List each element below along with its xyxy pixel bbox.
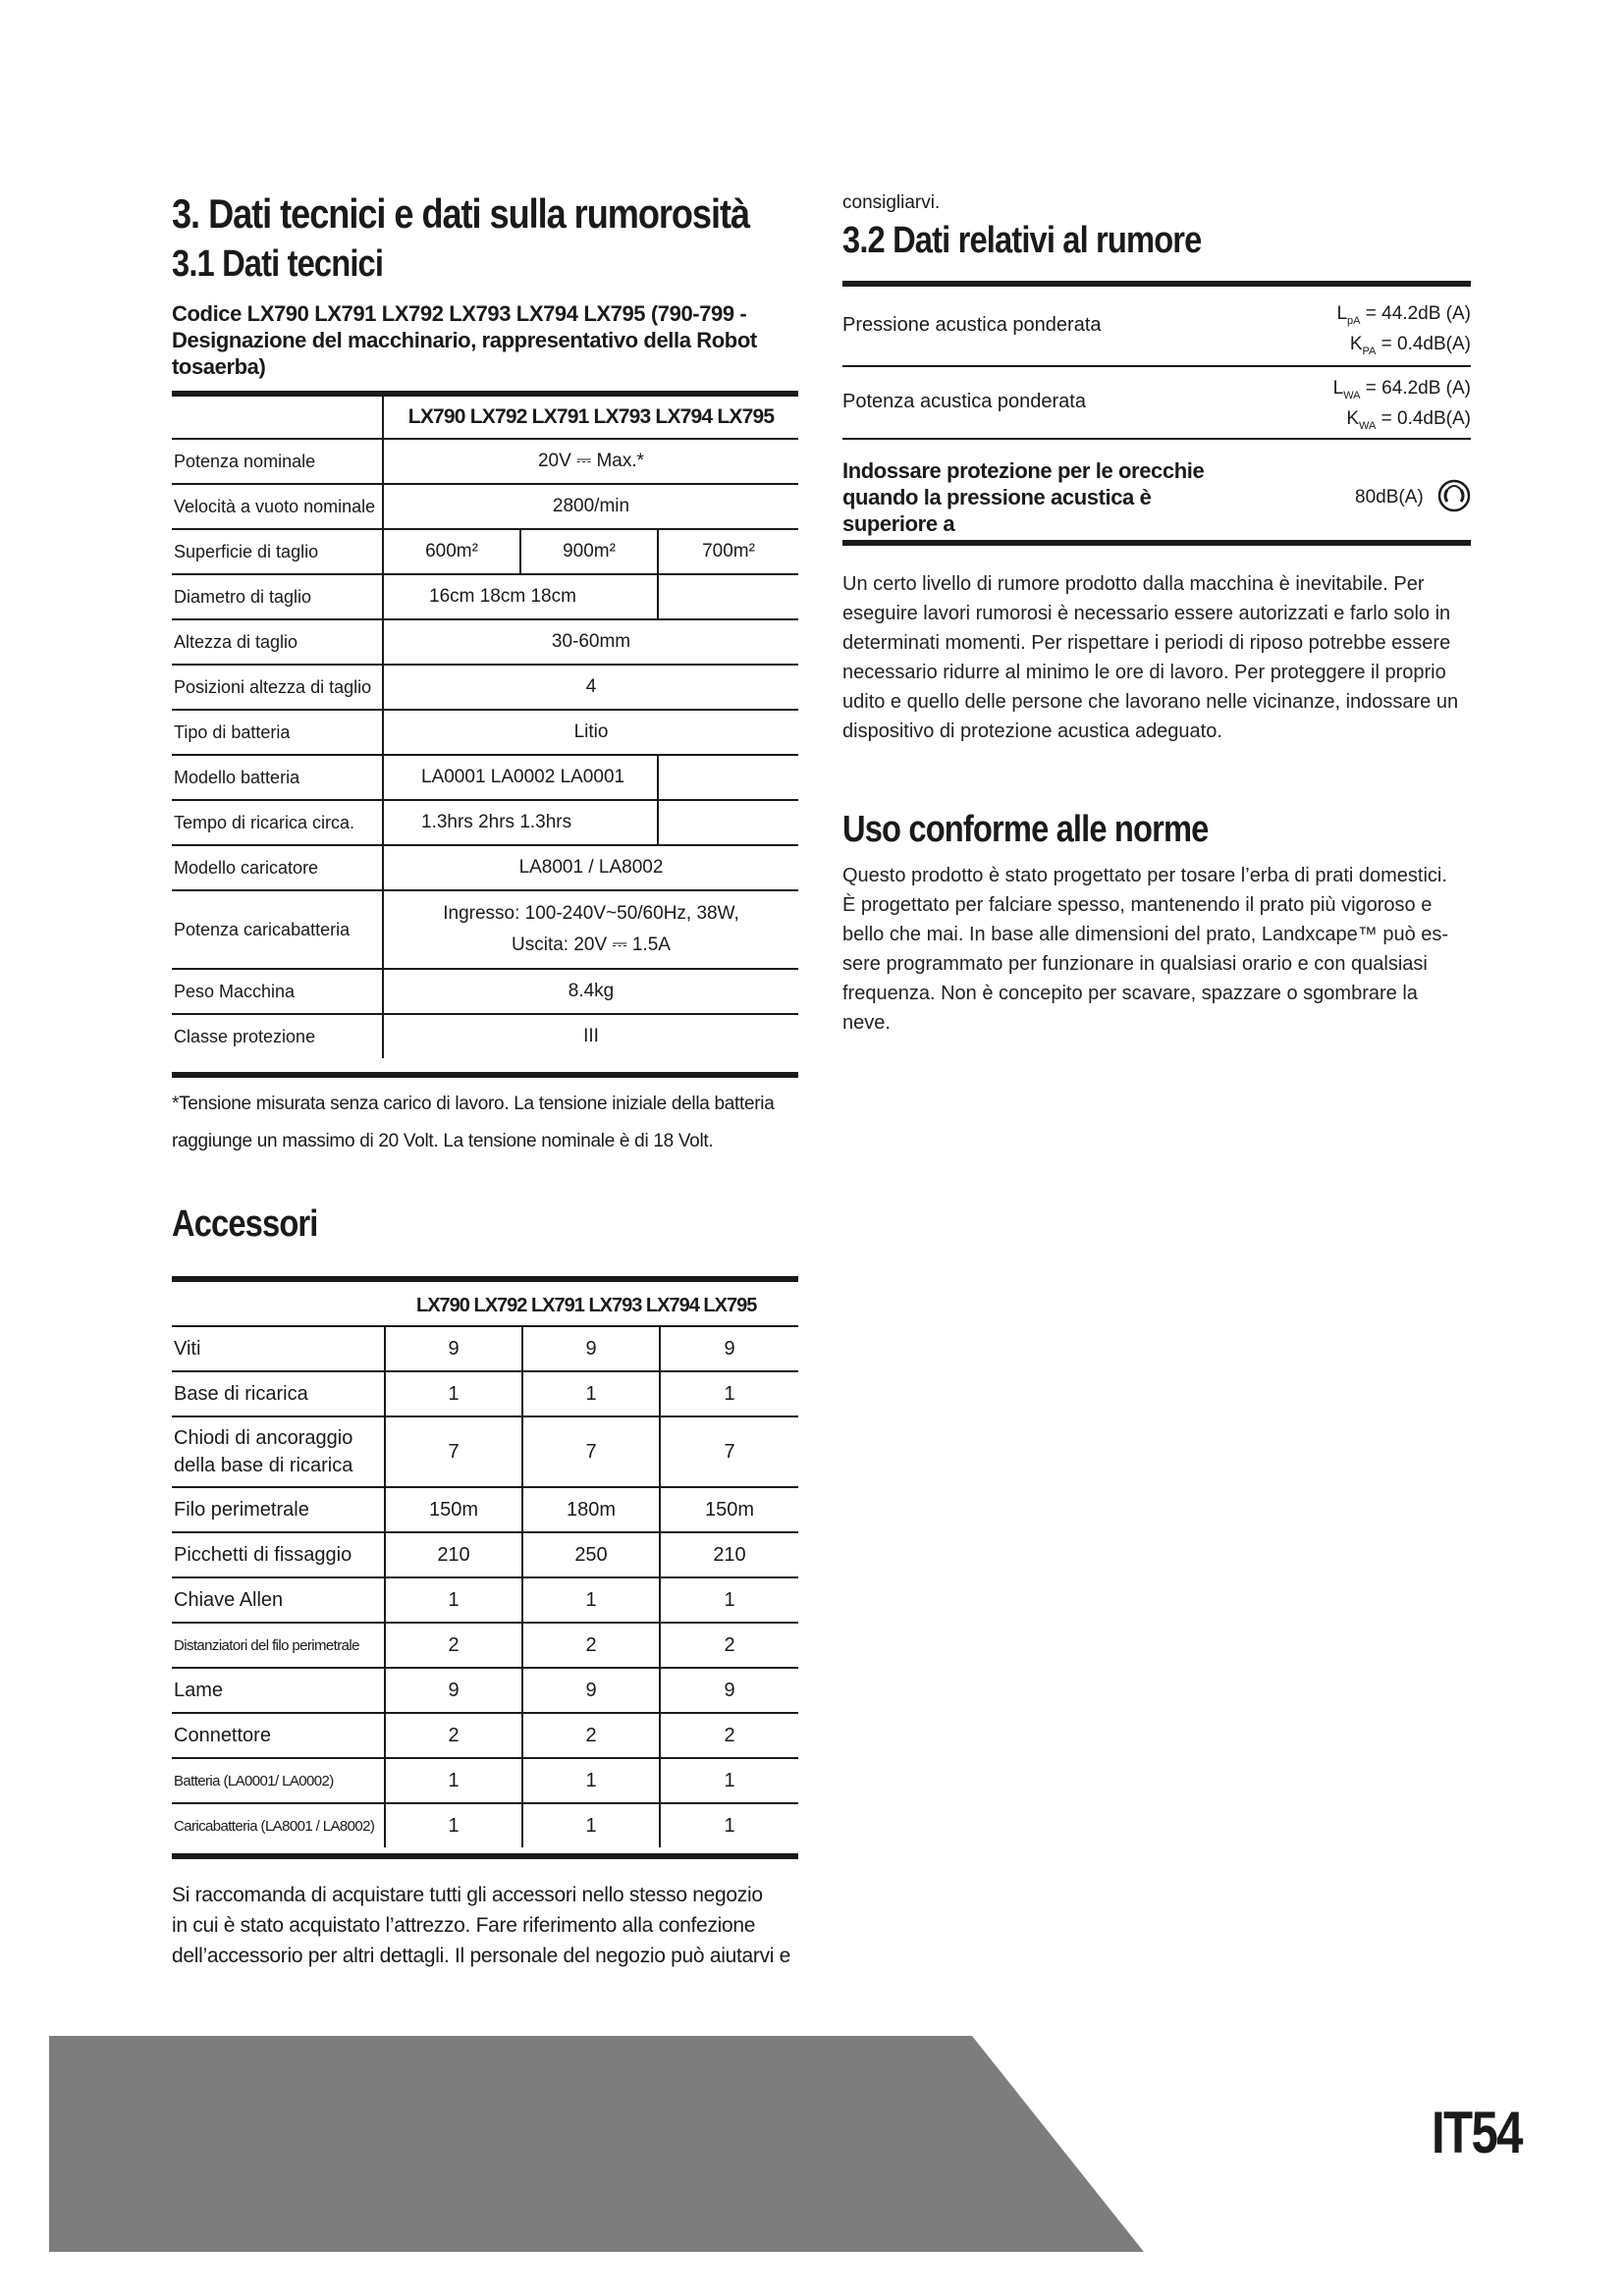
accessory-qty: 9	[660, 1326, 798, 1371]
footer-band	[49, 2036, 1144, 2252]
table-row	[172, 1487, 798, 1532]
table-row	[172, 619, 798, 665]
l-symbol: L	[1332, 378, 1344, 399]
paragraph-line: bello che mai. In base alle dimensioni del prato, Landxcape™ può es-	[842, 924, 1449, 945]
spec-empty	[658, 574, 798, 619]
footnote	[172, 1086, 774, 1160]
accessory-label: Caricabatteria (LA8001 / LA8002)	[172, 1803, 385, 1847]
noise-row-power	[842, 371, 1471, 440]
accessory-label-line: della base di ricarica	[174, 1455, 353, 1476]
l-symbol: L	[1336, 303, 1348, 324]
accessory-qty: 9	[660, 1668, 798, 1713]
accessory-qty: 1	[385, 1577, 522, 1623]
accessory-label: Base di ricarica	[172, 1371, 385, 1416]
spec-value: 1.3hrs 2hrs 1.3hrs	[383, 800, 658, 845]
accessory-qty: 9	[385, 1326, 522, 1371]
accessory-qty: 150m	[660, 1487, 798, 1532]
table-row	[172, 1758, 798, 1803]
table-row	[172, 1623, 798, 1668]
noise-l-value	[1333, 377, 1471, 407]
divider	[842, 365, 1471, 367]
use-paragraph	[842, 861, 1471, 1038]
model-code-line: tosaerba)	[172, 354, 266, 379]
spec-label: Modello caricatore	[172, 845, 383, 890]
l-subscript: WA	[1343, 389, 1361, 401]
spec-label: Potenza caricabatteria	[172, 890, 383, 969]
spec-label: Tipo di batteria	[172, 710, 383, 755]
spec-label: Altezza di taglio	[172, 619, 383, 665]
accessories-table	[172, 1286, 798, 1847]
accessory-qty: 180m	[522, 1487, 660, 1532]
section-title: 3. Dati tecnici e dati sulla rumorosità	[172, 190, 750, 237]
page-number: IT54	[1432, 2100, 1522, 2165]
accessory-qty: 1	[522, 1803, 660, 1847]
table-row	[172, 969, 798, 1014]
spec-value: 700m²	[658, 529, 798, 574]
spec-value: 2800/min	[383, 484, 798, 529]
accessory-qty: 250	[522, 1532, 660, 1577]
divider	[842, 281, 1471, 287]
table-row	[172, 1803, 798, 1847]
spec-value	[383, 890, 798, 969]
header-empty	[172, 1286, 385, 1326]
warning-line: Indossare protezione per le orecchie	[842, 458, 1205, 483]
spec-value-line: Uscita: 20V ⎓ 1.5A	[512, 934, 671, 955]
noise-title: 3.2 Dati relativi al rumore	[842, 220, 1202, 261]
noise-l-value	[1336, 302, 1471, 333]
k-number: = 0.4dB(A)	[1376, 333, 1471, 354]
accessory-label-line: Chiodi di ancoraggio	[174, 1427, 353, 1449]
k-subscript: PA	[1362, 345, 1377, 357]
table-row	[172, 1713, 798, 1758]
accessory-qty: 1	[522, 1758, 660, 1803]
k-number: = 0.4dB(A)	[1376, 407, 1471, 429]
accessory-qty: 1	[385, 1371, 522, 1416]
subsection-title: 3.1 Dati tecnici	[172, 243, 384, 285]
noise-row-pressure	[842, 294, 1471, 363]
spec-value: 20V ⎓ Max.*	[383, 439, 798, 484]
model-code-line: Designazione del macchinario, rappresentativo della Robot	[172, 328, 757, 352]
accessory-label: Chiave Allen	[172, 1577, 385, 1623]
header-empty	[172, 397, 383, 439]
divider	[172, 1072, 798, 1078]
closing-note	[172, 1880, 790, 1971]
paragraph-line: eseguire lavori rumorosi è necessario essere autorizzati e farlo solo in	[842, 603, 1451, 624]
k-symbol: K	[1346, 407, 1360, 429]
accessory-label: Lame	[172, 1668, 385, 1713]
accessory-qty: 1	[522, 1371, 660, 1416]
table-row	[172, 665, 798, 710]
noise-k-value	[1336, 333, 1471, 363]
table-row	[172, 1326, 798, 1371]
table-row	[172, 1416, 798, 1487]
table-row	[172, 1668, 798, 1713]
accessory-qty: 1	[724, 1814, 735, 1837]
table-row	[172, 574, 798, 619]
accessory-qty: 7	[522, 1416, 660, 1487]
accessory-qty: 1	[660, 1371, 798, 1416]
k-subscript: WA	[1359, 419, 1377, 432]
spec-value: 900m²	[520, 529, 658, 574]
paragraph-line: udito e quello delle persone che lavorano nelle vicinanze, indossare un	[842, 691, 1459, 713]
paragraph-line: sere programmato per funzionare in qualsiasi orario e con qualsiasi	[842, 953, 1428, 975]
spec-label: Superficie di taglio	[172, 529, 383, 574]
spec-empty	[658, 800, 798, 845]
accessory-qty: 2	[522, 1713, 660, 1758]
divider	[842, 438, 1471, 440]
accessory-qty: 2	[522, 1623, 660, 1668]
paragraph-line: dispositivo di protezione acustica adeguato.	[842, 721, 1222, 742]
noise-values	[1336, 302, 1471, 363]
accessory-label: Viti	[172, 1326, 385, 1371]
spec-label: Peso Macchina	[172, 969, 383, 1014]
table-row	[172, 710, 798, 755]
accessory-qty: 1	[385, 1803, 522, 1847]
accessory-qty: 1	[660, 1758, 798, 1803]
accessory-qty: 1	[385, 1758, 522, 1803]
spec-label: Tempo di ricarica circa.	[172, 800, 383, 845]
accessory-qty: 210	[385, 1532, 522, 1577]
spec-label: Posizioni altezza di taglio	[172, 665, 383, 710]
spec-value-line: Ingresso: 100-240V~50/60Hz, 38W,	[443, 903, 739, 924]
table-row	[172, 484, 798, 529]
footer-band-shape	[49, 2036, 1144, 2252]
l-number: = 44.2dB (A)	[1360, 303, 1471, 324]
accessory-qty: 1	[522, 1577, 660, 1623]
spec-value: Litio	[383, 710, 798, 755]
ear-protection-warning	[842, 457, 1235, 537]
accessory-label: Distanziatori del filo perimetrale	[172, 1623, 385, 1668]
spec-empty	[658, 755, 798, 800]
spec-value: III	[583, 1026, 599, 1046]
footnote-line: *Tensione misurata senza carico di lavoro. La tensione iniziale della batteria	[172, 1094, 775, 1114]
ear-protection-icon	[1437, 479, 1471, 512]
warning-line: superiore a	[842, 511, 955, 536]
k-symbol: K	[1349, 333, 1363, 354]
accessory-qty: 2	[385, 1623, 522, 1668]
spec-label: Velocità a vuoto nominale	[172, 484, 383, 529]
divider	[172, 1853, 798, 1859]
table-row	[172, 845, 798, 890]
paragraph-line: Un certo livello di rumore prodotto dalla macchina è inevitabile. Per	[842, 573, 1425, 595]
noise-label: Potenza acustica ponderata	[842, 391, 1086, 412]
accessory-qty: 2	[660, 1623, 798, 1668]
noise-label: Pressione acustica ponderata	[842, 314, 1102, 336]
ear-threshold-value: 80dB(A)	[1355, 487, 1424, 507]
noise-paragraph	[842, 569, 1471, 746]
model-header: LX790 LX792 LX791 LX793 LX794 LX795	[385, 1286, 798, 1326]
table-header-row	[172, 397, 798, 439]
paragraph-line: È progettato per falciare spesso, mantenendo il prato più vigoroso e	[842, 894, 1433, 916]
spec-value: LA8001 / LA8002	[383, 845, 798, 890]
table-row	[172, 1014, 798, 1058]
spec-value: 16cm 18cm 18cm	[383, 574, 658, 619]
table-row	[172, 1371, 798, 1416]
model-header: LX790 LX792 LX791 LX793 LX794 LX795	[383, 397, 798, 439]
table-row	[172, 439, 798, 484]
accessory-label: Filo perimetrale	[172, 1487, 385, 1532]
use-title: Uso conforme alle norme	[842, 809, 1209, 850]
spec-label: Classe protezione	[172, 1014, 383, 1058]
accessory-qty: 9	[522, 1326, 660, 1371]
accessory-qty: 7	[385, 1416, 522, 1487]
closing-line: Si raccomanda di acquistare tutti gli accessori nello stesso negozio	[172, 1884, 763, 1906]
warning-line: quando la pressione acustica è	[842, 485, 1152, 509]
spec-label: Diametro di taglio	[172, 574, 383, 619]
accessory-qty: 1	[660, 1577, 798, 1623]
l-subscript: pA	[1347, 314, 1361, 327]
paragraph-line: frequenza. Non è concepito per scavare, spazzare o sgombrare la neve.	[842, 983, 1418, 1034]
model-code	[172, 300, 800, 380]
noise-values	[1333, 377, 1471, 438]
divider	[172, 1276, 798, 1282]
model-code-line: Codice LX790 LX791 LX792 LX793 LX794 LX795 (790-799 -	[172, 301, 747, 326]
table-row	[172, 755, 798, 800]
spec-value: 600m²	[383, 529, 520, 574]
paragraph-line: Questo prodotto è stato progettato per tosare l’erba di prati domestici.	[842, 865, 1447, 886]
accessories-title: Accessori	[172, 1203, 318, 1245]
table-row	[172, 890, 798, 969]
noise-k-value	[1333, 407, 1471, 438]
paragraph-line: determinati momenti. Per rispettare i periodi di riposo potrebbe essere	[842, 632, 1451, 654]
spec-value: 8.4kg	[383, 969, 798, 1014]
continuation-text: consigliarvi.	[842, 192, 941, 213]
technical-data-table	[172, 397, 798, 1058]
accessory-qty: 7	[660, 1416, 798, 1487]
accessory-label: Batteria (LA0001/ LA0002)	[172, 1758, 385, 1803]
closing-line: dell’accessorio per altri dettagli. Il personale del negozio può aiutarvi e	[172, 1945, 791, 1967]
divider	[842, 540, 1471, 546]
spec-label: Potenza nominale	[172, 439, 383, 484]
table-header-row	[172, 1286, 798, 1326]
table-row	[172, 529, 798, 574]
paragraph-line: necessario ridurre al minimo le ore di lavoro. Per proteggere il proprio	[842, 662, 1446, 683]
spec-label: Modello batteria	[172, 755, 383, 800]
accessory-qty: 2	[660, 1713, 798, 1758]
spec-value: 30-60mm	[383, 619, 798, 665]
accessory-qty: 9	[385, 1668, 522, 1713]
spec-value: LA0001 LA0002 LA0001	[383, 755, 658, 800]
accessory-qty: 210	[660, 1532, 798, 1577]
accessory-label	[172, 1416, 385, 1487]
footnote-line: raggiunge un massimo di 20 Volt. La tensione nominale è di 18 Volt.	[172, 1131, 714, 1151]
accessory-label: Picchetti di fissaggio	[172, 1532, 385, 1577]
closing-line: in cui è stato acquistato l’attrezzo. Fare riferimento alla confezione	[172, 1914, 756, 1937]
l-number: = 64.2dB (A)	[1360, 378, 1471, 399]
accessory-label: Connettore	[172, 1713, 385, 1758]
table-row	[172, 800, 798, 845]
accessory-qty: 9	[522, 1668, 660, 1713]
table-row	[172, 1577, 798, 1623]
accessory-qty: 2	[385, 1713, 522, 1758]
table-row	[172, 1532, 798, 1577]
spec-value: 4	[383, 665, 798, 710]
accessory-qty: 150m	[385, 1487, 522, 1532]
